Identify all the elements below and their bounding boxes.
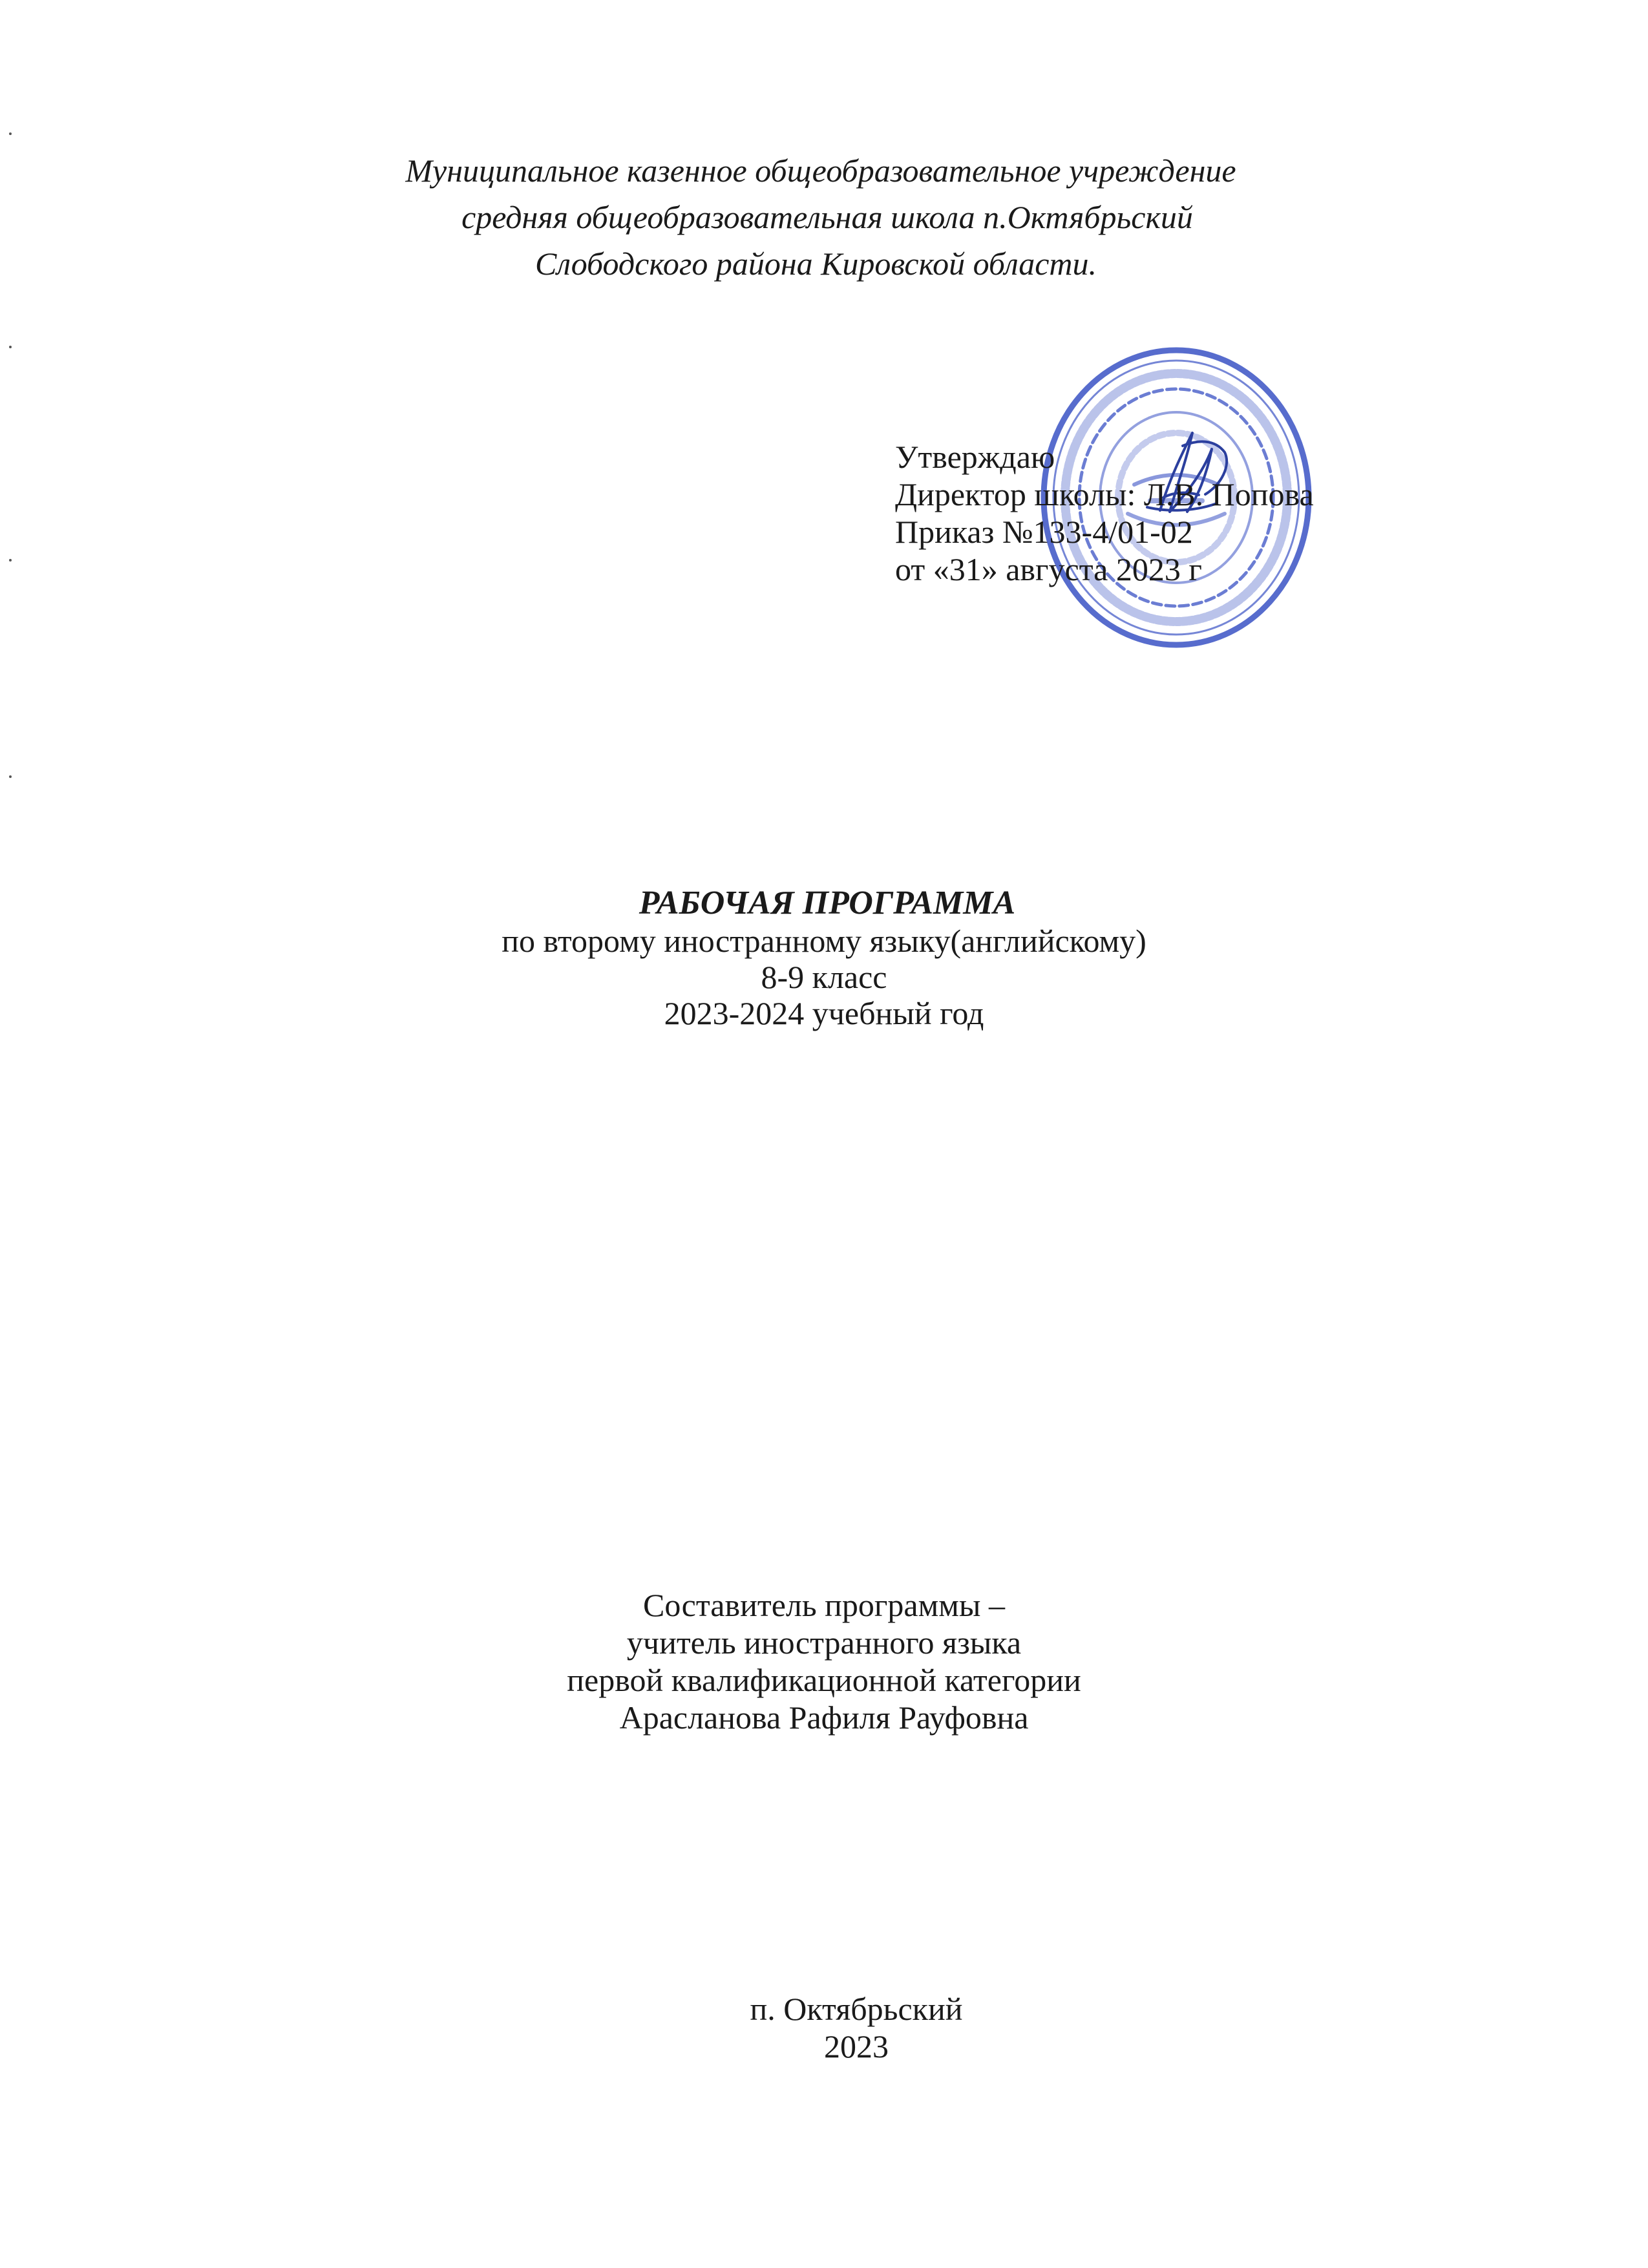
footer-place: п. Октябрьский	[750, 1991, 963, 2027]
scan-speck	[9, 346, 12, 348]
scan-speck	[9, 775, 12, 778]
author-block	[0, 1586, 1648, 1736]
footer-year: 2023	[824, 2028, 889, 2064]
program-title-block	[0, 884, 1648, 1031]
author-line-compiler: Составитель программы –	[643, 1587, 1005, 1623]
institution-header	[0, 147, 1648, 287]
approval-line-order: Приказ №133-4/01-02	[895, 514, 1193, 550]
institution-line-3: Слободского района Кировской области.	[534, 246, 1097, 282]
document-title: РАБОЧАЯ ПРОГРАММА	[639, 885, 1016, 921]
approval-line-approve: Утверждаю	[895, 439, 1055, 475]
approval-line-director: Директор школы: Л.В. Попова	[895, 476, 1314, 512]
institution-line-2: средняя общеобразовательная школа п.Октябрьский	[461, 199, 1193, 235]
program-year: 2023-2024 учебный год	[664, 995, 984, 1031]
author-line-category: первой квалификационной категории	[567, 1662, 1081, 1698]
approval-line-date: от «31» августа 2023 г	[895, 551, 1202, 587]
approval-block	[895, 438, 1314, 588]
footer-block	[0, 1990, 1648, 2065]
institution-line-1: Муниципальное казенное общеобразовательное учреждение	[405, 152, 1236, 189]
author-line-position: учитель иностранного языка	[626, 1624, 1022, 1661]
author-line-name: Арасланова Рафиля Рауфовна	[619, 1699, 1029, 1736]
program-subject: по второму иностранному языку(английскому)	[502, 923, 1146, 959]
program-grade: 8-9 класс	[761, 959, 887, 995]
scan-speck	[9, 559, 12, 562]
scan-speck	[9, 132, 12, 135]
